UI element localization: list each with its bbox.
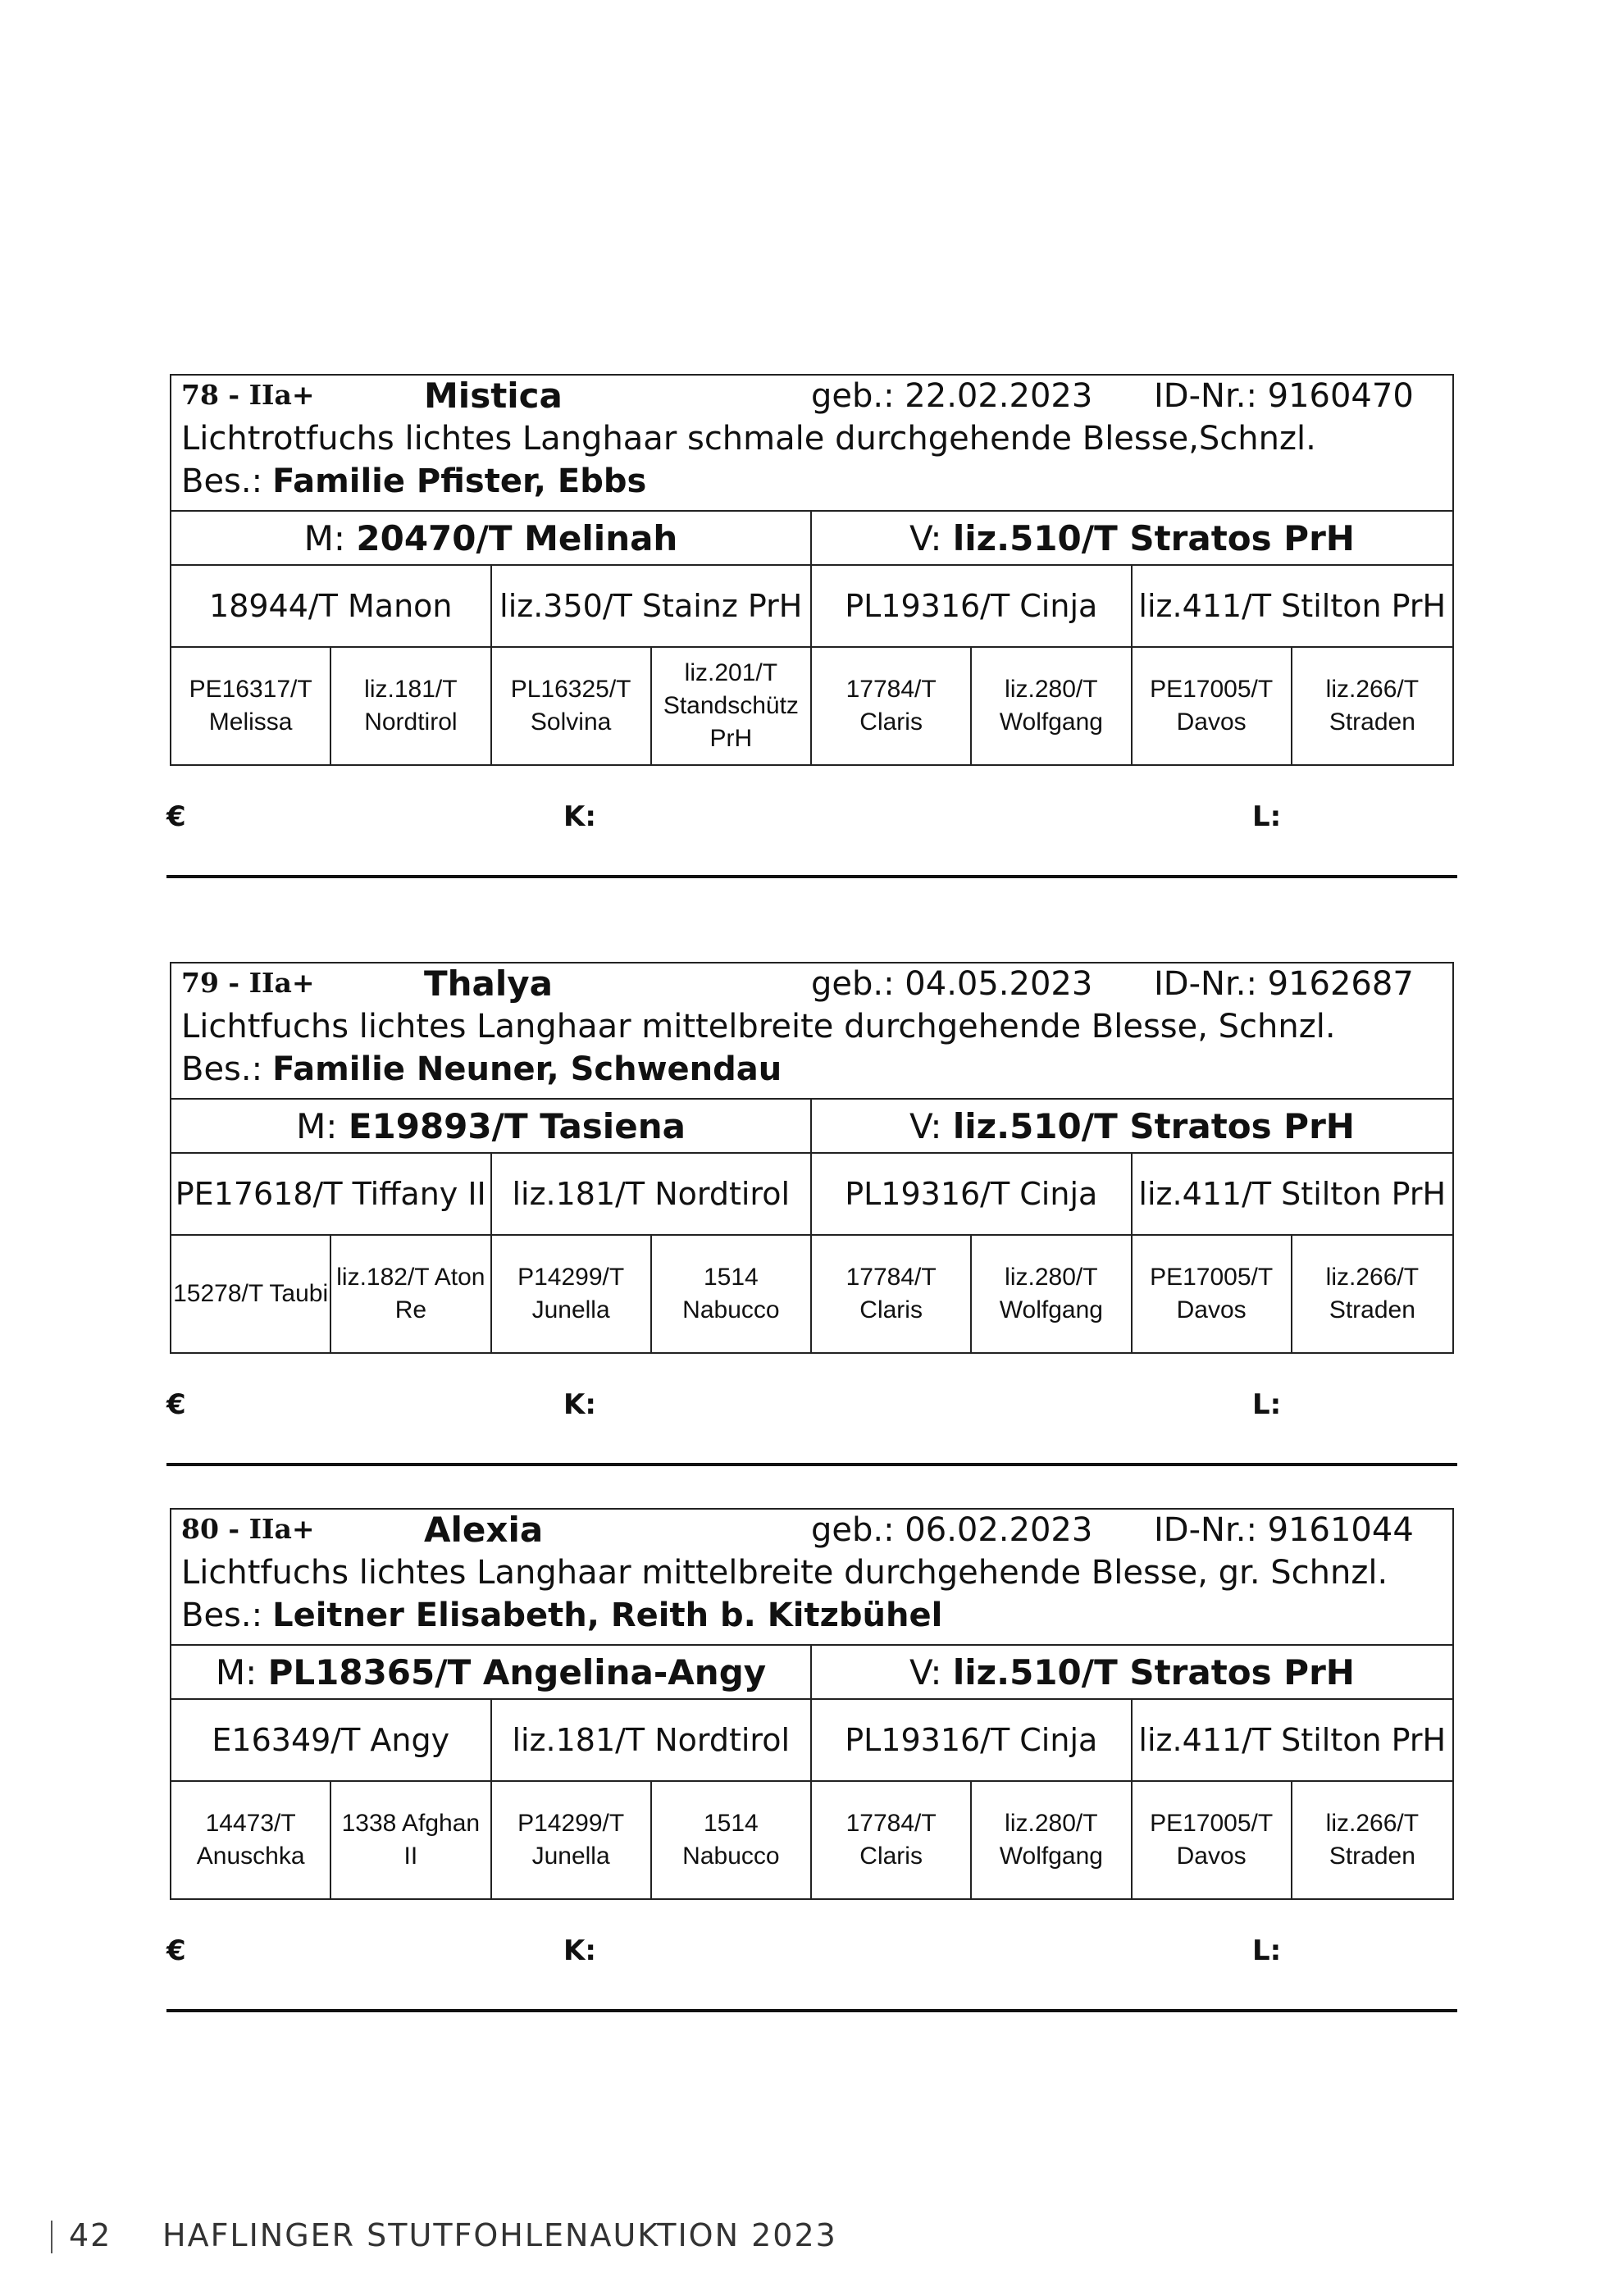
price-label: € [166,1934,186,1967]
birth-date: geb.: 06.02.2023 [811,1511,1093,1549]
great-grandparent-cell [652,1236,812,1352]
father-cell [812,512,1452,564]
mother-label: M: [215,1651,258,1692]
great-grandparents-row [171,648,1452,764]
great-grandparent-name: PE17005/T Davos [1150,676,1274,736]
owner-label: Bes.: [181,1050,263,1088]
grandparent-cell [171,1154,492,1234]
great-grandparent-cell [1133,1236,1292,1352]
horse-description: Lichtrotfuchs lichtes Langhaar schmale durchgehende Blesse,Schnzl. [181,420,1316,458]
mother-cell [171,1646,812,1698]
entry-header [171,963,1452,1100]
great-grandparents-row [171,1782,1452,1898]
footer-divider [51,2221,52,2253]
grandparent-name: PL19316/T Cinja [845,1722,1098,1758]
mother-label: M: [296,1105,338,1146]
great-grandparent-cell [972,1236,1132,1352]
great-grandparent-name: liz.266/T Straden [1325,1264,1420,1323]
grandparent-cell [492,566,813,646]
grandparent-name: liz.181/T Nordtirol [512,1176,791,1212]
great-grandparents-row [171,1236,1452,1352]
great-grandparent-cell [652,1782,812,1898]
grandparent-name: liz.350/T Stainz PrH [499,588,803,624]
father-name: liz.510/T Stratos PrH [952,517,1355,558]
great-grandparent-cell [171,1236,331,1352]
great-grandparent-name: 1514 Nabucco [682,1810,780,1870]
great-grandparent-cell [1292,1782,1452,1898]
great-grandparent-name: liz.266/T Straden [1325,676,1420,736]
k-label: K: [563,1934,596,1967]
great-grandparent-cell [492,1782,652,1898]
price-label: € [166,800,186,833]
great-grandparent-name: liz.280/T Wolfgang [999,1810,1103,1870]
great-grandparent-name: liz.181/T Nordtirol [364,676,458,736]
mother-cell [171,1100,812,1152]
entry-header [171,376,1452,512]
grandparent-name: PE17618/T Tiffany II [175,1176,486,1212]
owner-line [181,1597,942,1634]
owner-line [181,462,646,500]
l-label: L: [1252,1388,1282,1421]
parents-row [171,1646,1452,1700]
grandparents-row [171,566,1452,648]
grandparents-row [171,1154,1452,1236]
father-label: V: [909,517,942,558]
price-label: € [166,1388,186,1421]
page-number: 42 [69,2217,112,2253]
price-line [166,1934,1454,1967]
grandparent-name: liz.411/T Stilton PrH [1138,1722,1447,1758]
grandparent-cell [812,1154,1133,1234]
grandparent-cell [812,1700,1133,1780]
entry-header [171,1510,1452,1646]
great-grandparent-cell [492,1236,652,1352]
pedigree-box [170,1508,1454,1900]
id-number: ID-Nr.: 9160470 [1154,377,1414,415]
grandparents-row [171,1700,1452,1782]
owner-label: Bes.: [181,462,263,500]
parents-row [171,1100,1452,1154]
great-grandparent-cell [1292,1236,1452,1352]
great-grandparent-cell [972,648,1132,764]
great-grandparent-name: 1514 Nabucco [682,1264,780,1323]
lot-number: 79 - IIa+ [181,967,315,999]
great-grandparent-name: 15278/T Taubi [173,1280,329,1307]
grandparent-name: PL19316/T Cinja [845,1176,1098,1212]
mother-cell [171,512,812,564]
great-grandparent-name: liz.266/T Straden [1325,1810,1420,1870]
great-grandparent-name: liz.182/T Aton Re [336,1264,485,1323]
grandparent-cell [1133,1700,1453,1780]
great-grandparent-name: PE17005/T Davos [1150,1810,1274,1870]
id-number: ID-Nr.: 9161044 [1154,1511,1414,1549]
father-cell [812,1100,1452,1152]
horse-name: Mistica [424,376,563,416]
great-grandparent-name: 17784/T Claris [845,1264,937,1323]
horse-entry [166,962,1454,1421]
mother-name: 20470/T Melinah [356,517,678,558]
l-label: L: [1252,800,1282,833]
grandparent-name: liz.411/T Stilton PrH [1138,588,1447,624]
grandparent-cell [171,1700,492,1780]
grandparent-name: PL19316/T Cinja [845,588,1098,624]
father-name: liz.510/T Stratos PrH [952,1105,1355,1146]
great-grandparent-cell [812,1236,972,1352]
lot-number: 78 - IIa+ [181,379,315,411]
price-line [166,1388,1454,1421]
great-grandparent-name: 17784/T Claris [845,676,937,736]
owner-line [181,1050,782,1088]
grandparent-name: liz.181/T Nordtirol [512,1722,791,1758]
horse-description: Lichtfuchs lichtes Langhaar mittelbreite durchgehende Blesse, Schnzl. [181,1008,1336,1046]
great-grandparent-cell [1292,648,1452,764]
horse-description: Lichtfuchs lichtes Langhaar mittelbreite durchgehende Blesse, gr. Schnzl. [181,1554,1388,1592]
id-number: ID-Nr.: 9162687 [1154,965,1414,1003]
separator-rule [166,875,1457,878]
great-grandparent-cell [652,648,812,764]
horse-entry [166,1508,1454,1967]
great-grandparent-cell [812,1782,972,1898]
great-grandparent-name: PE17005/T Davos [1150,1264,1274,1323]
mother-name: E19893/T Tasiena [348,1105,686,1146]
great-grandparent-cell [331,648,491,764]
great-grandparent-cell [331,1782,491,1898]
owner-label: Bes.: [181,1597,263,1634]
owner-name: Familie Pfister, Ebbs [272,462,647,500]
great-grandparent-cell [331,1236,491,1352]
grandparent-cell [812,566,1133,646]
l-label: L: [1252,1934,1282,1967]
lot-number: 80 - IIa+ [181,1513,315,1545]
father-label: V: [909,1105,942,1146]
great-grandparent-name: P14299/T Junella [517,1264,625,1323]
horse-name: Thalya [424,963,554,1004]
pedigree-box [170,374,1454,766]
great-grandparent-cell [171,1782,331,1898]
owner-name: Familie Neuner, Schwendau [272,1050,782,1088]
parents-row [171,512,1452,566]
price-line [166,800,1454,833]
great-grandparent-name: PL16325/T Solvina [510,676,631,736]
great-grandparent-cell [1133,648,1292,764]
great-grandparent-name: 17784/T Claris [845,1810,937,1870]
mother-label: M: [303,517,346,558]
great-grandparent-name: 14473/T Anuschka [196,1810,305,1870]
great-grandparent-name: liz.280/T Wolfgang [999,1264,1103,1323]
separator-rule [166,2009,1457,2012]
birth-date: geb.: 04.05.2023 [811,965,1093,1003]
great-grandparent-name: P14299/T Junella [517,1810,625,1870]
birth-date: geb.: 22.02.2023 [811,377,1093,415]
grandparent-name: 18944/T Manon [209,588,453,624]
grandparent-cell [492,1700,813,1780]
great-grandparent-cell [972,1782,1132,1898]
separator-rule [166,1463,1457,1466]
great-grandparent-name: 1338 Afghan II [341,1810,481,1870]
father-label: V: [909,1651,942,1692]
catalog-title: HAFLINGER STUTFOHLENAUKTION 2023 [162,2217,837,2253]
great-grandparent-name: liz.201/T Standschütz PrH [663,659,799,752]
grandparent-cell [1133,566,1453,646]
k-label: K: [563,1388,596,1421]
grandparent-name: liz.411/T Stilton PrH [1138,1176,1447,1212]
pedigree-box [170,962,1454,1354]
great-grandparent-cell [1133,1782,1292,1898]
horse-name: Alexia [424,1510,544,1550]
grandparent-name: E16349/T Angy [212,1722,450,1758]
great-grandparent-cell [171,648,331,764]
great-grandparent-cell [812,648,972,764]
k-label: K: [563,800,596,833]
owner-name: Leitner Elisabeth, Reith b. Kitzbühel [272,1597,943,1634]
grandparent-cell [171,566,492,646]
mother-name: PL18365/T Angelina-Angy [267,1651,767,1692]
great-grandparent-cell [492,648,652,764]
grandparent-cell [1133,1154,1453,1234]
grandparent-cell [492,1154,813,1234]
great-grandparent-name: PE16317/T Melissa [189,676,312,736]
father-name: liz.510/T Stratos PrH [952,1651,1355,1692]
horse-entry [166,374,1454,833]
great-grandparent-name: liz.280/T Wolfgang [999,676,1103,736]
father-cell [812,1646,1452,1698]
